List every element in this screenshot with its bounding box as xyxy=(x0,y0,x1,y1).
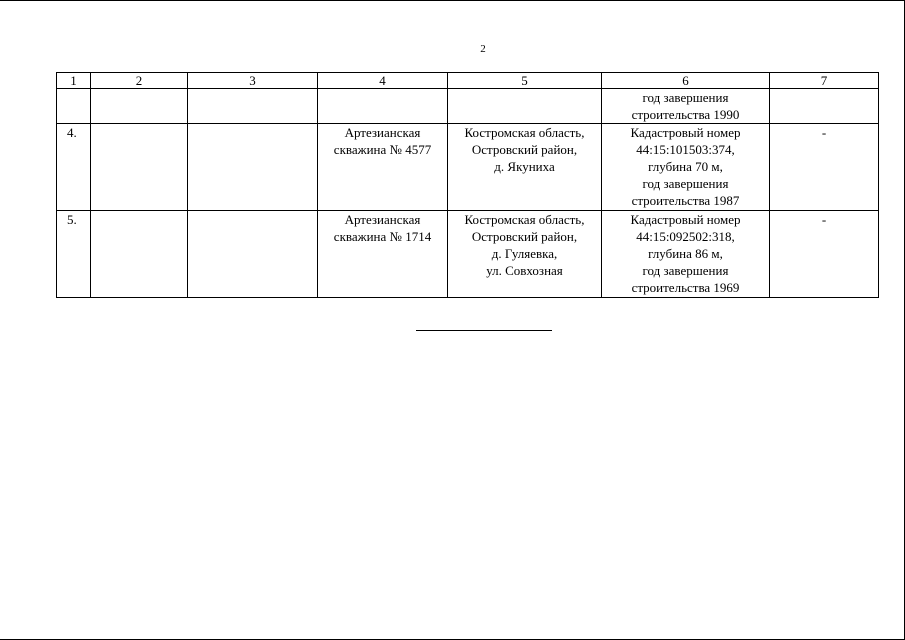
details-cell xyxy=(602,124,770,211)
column-header: 6 xyxy=(602,73,770,89)
column-2-cell xyxy=(91,211,188,298)
location-cell xyxy=(448,211,602,298)
column-header: 2 xyxy=(91,73,188,89)
details-line: 44:15:092502:318, xyxy=(636,229,735,244)
object-name-cell xyxy=(318,124,448,211)
location-cell xyxy=(448,124,602,211)
table-row xyxy=(57,124,879,211)
details-line: глубина 86 м, xyxy=(648,246,723,261)
note-cell: - xyxy=(770,211,879,298)
registry-table xyxy=(56,72,879,298)
column-header: 3 xyxy=(188,73,318,89)
end-of-document-rule xyxy=(416,330,552,331)
details-line: год завершения xyxy=(642,263,729,278)
note-cell xyxy=(770,89,879,124)
location-line: д. Якуниха xyxy=(494,159,555,174)
location-line: Костромская область, xyxy=(464,212,585,227)
table-row xyxy=(57,89,879,124)
details-cell xyxy=(602,211,770,298)
name-line: скважина № 4577 xyxy=(333,142,432,157)
column-3-cell xyxy=(188,211,318,298)
row-number-cell xyxy=(57,89,91,124)
column-3-cell xyxy=(188,124,318,211)
details-line: строительства 1969 xyxy=(631,280,740,295)
location-line: Островский район, xyxy=(471,229,578,244)
column-header: 7 xyxy=(770,73,879,89)
table-row xyxy=(57,211,879,298)
page-number: 2 xyxy=(480,43,486,55)
details-line: год завершения xyxy=(642,90,729,105)
details-line: строительства 1990 xyxy=(631,107,740,122)
name-line: скважина № 1714 xyxy=(333,229,432,244)
details-line: 44:15:101503:374, xyxy=(636,142,735,157)
location-line: ул. Совхозная xyxy=(486,263,563,278)
details-line: глубина 70 м, xyxy=(648,159,723,174)
name-line: Артезианская xyxy=(344,125,421,140)
location-line: Островский район, xyxy=(471,142,578,157)
details-cell xyxy=(602,89,770,124)
object-name-cell xyxy=(318,211,448,298)
note-cell: - xyxy=(770,124,879,211)
location-cell xyxy=(448,89,602,124)
row-number-cell: 5. xyxy=(57,211,91,298)
row-number-cell: 4. xyxy=(57,124,91,211)
location-line: Костромская область, xyxy=(464,125,585,140)
column-3-cell xyxy=(188,89,318,124)
details-line: Кадастровый номер xyxy=(630,125,741,140)
location-line: д. Гуляевка, xyxy=(491,246,558,261)
details-line: год завершения xyxy=(642,176,729,191)
name-line: Артезианская xyxy=(344,212,421,227)
object-name-cell xyxy=(318,89,448,124)
column-2-cell xyxy=(91,89,188,124)
column-header: 1 xyxy=(57,73,91,89)
details-line: строительства 1987 xyxy=(631,193,740,208)
details-line: Кадастровый номер xyxy=(630,212,741,227)
column-2-cell xyxy=(91,124,188,211)
column-header: 4 xyxy=(318,73,448,89)
column-header: 5 xyxy=(448,73,602,89)
page-edge-top xyxy=(0,0,905,1)
header-row xyxy=(57,73,879,89)
